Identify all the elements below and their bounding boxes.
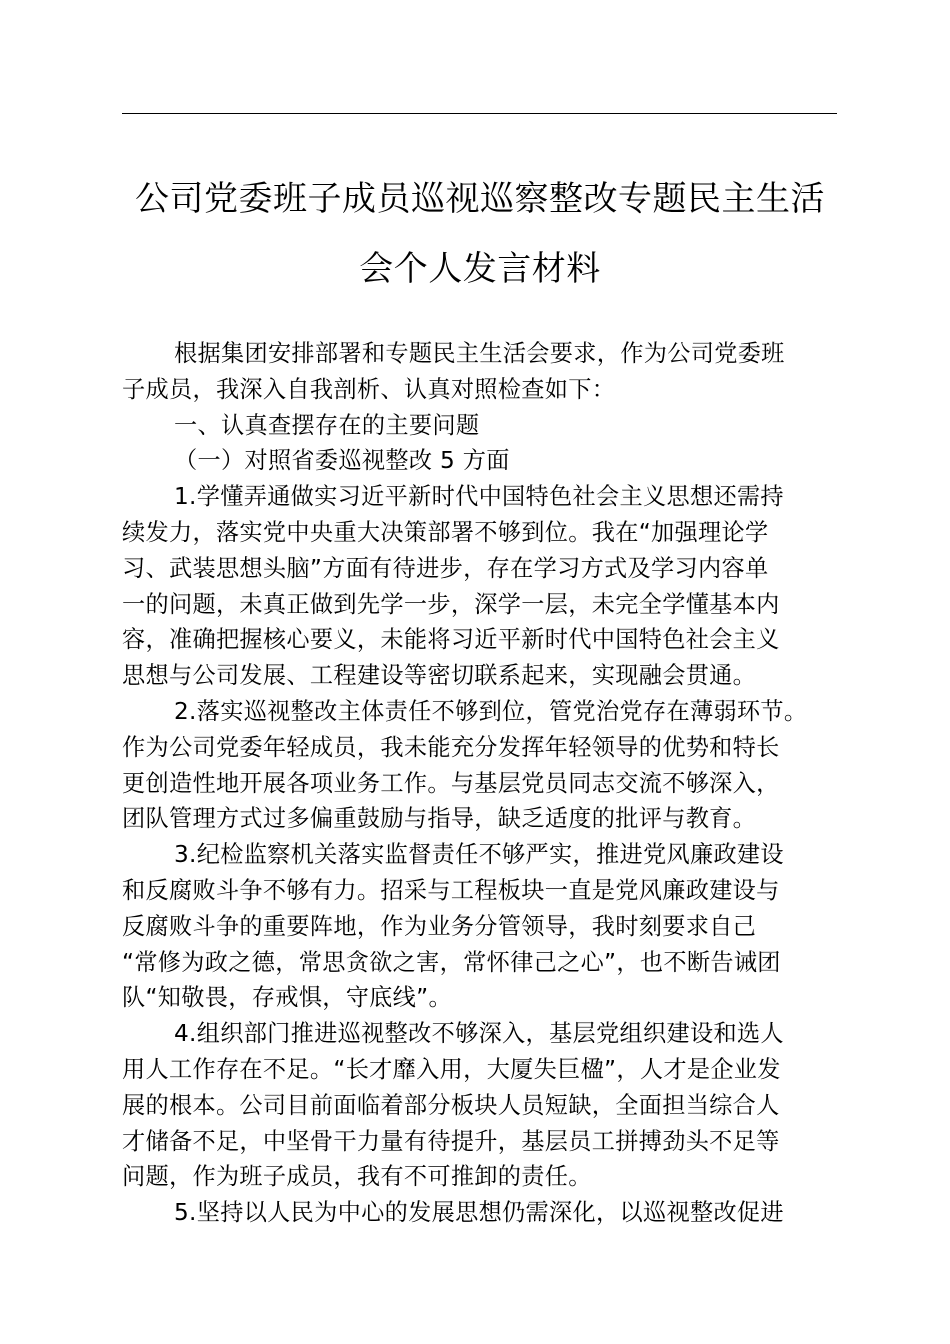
document-body: [122, 336, 842, 1231]
body-line: 作为公司党委年轻成员，我未能充分发挥年轻领导的优势和特长: [122, 733, 780, 761]
body-line: 2.落实巡视整改主体责任不够到位，管党治党存在薄弱环节。: [174, 697, 808, 725]
body-line: “常修为政之德，常思贪欲之害，常怀律己之心”，也不断告诫团: [122, 948, 781, 976]
body-line: 更创造性地开展各项业务工作。与基层党员同志交流不够深入，: [122, 769, 780, 797]
body-line: 习、武装思想头脑”方面有待进步，存在学习方式及学习内容单: [122, 554, 769, 582]
body-line: 续发力，落实党中央重大决策部署不够到位。我在“加强理论学: [122, 518, 769, 546]
document-title-line-1: 公司党委班子成员巡视巡察整改专题民主生活: [135, 179, 825, 219]
body-line: 问题，作为班子成员，我有不可推卸的责任。: [122, 1163, 592, 1191]
header-divider: [122, 113, 837, 114]
body-line: 子成员，我深入自我剖析、认真对照检查如下：: [122, 375, 616, 403]
document-title-line-2: 会个人发言材料: [359, 249, 601, 289]
body-line: 思想与公司发展、工程建设等密切联系起来，实现融会贯通。: [122, 662, 757, 690]
body-line: 根据集团安排部署和专题民主生活会要求，作为公司党委班: [174, 340, 785, 367]
body-line: 1.学懂弄通做实习近平新时代中国特色社会主义思想还需持: [174, 483, 784, 511]
body-line: 容，准确把握核心要义，未能将习近平新时代中国特色社会主义: [122, 626, 780, 654]
body-line: 用人工作存在不足。“长才靡入用，大厦失巨楹”，人才是企业发: [122, 1055, 781, 1083]
subsection-heading: （一）对照省委巡视整改 5 方面: [174, 447, 510, 475]
section-heading: 一、认真查摆存在的主要问题: [174, 411, 480, 439]
body-line: 才储备不足，中坚骨干力量有待提升，基层员工拼搏劲头不足等: [122, 1127, 780, 1155]
body-line: 反腐败斗争的重要阵地，作为业务分管领导，我时刻要求自己: [122, 912, 757, 940]
body-line: 3.纪检监察机关落实监督责任不够严实，推进党风廉政建设: [174, 841, 784, 869]
body-line: 展的根本。公司目前面临着部分板块人员短缺，全面担当综合人: [122, 1091, 780, 1119]
body-line: 5.坚持以人民为中心的发展思想仍需深化，以巡视整改促进: [174, 1199, 784, 1227]
body-line: 4.组织部门推进巡视整改不够深入，基层党组织建设和选人: [174, 1020, 784, 1048]
body-line: 一的问题，未真正做到先学一步，深学一层，未完全学懂基本内: [122, 590, 780, 618]
body-line: 和反腐败斗争不够有力。招采与工程板块一直是党风廉政建设与: [122, 876, 780, 904]
body-line: 队“知敬畏，存戒惧，守底线”。: [122, 984, 452, 1012]
body-line: 团队管理方式过多偏重鼓励与指导，缺乏适度的批评与教育。: [122, 805, 757, 833]
